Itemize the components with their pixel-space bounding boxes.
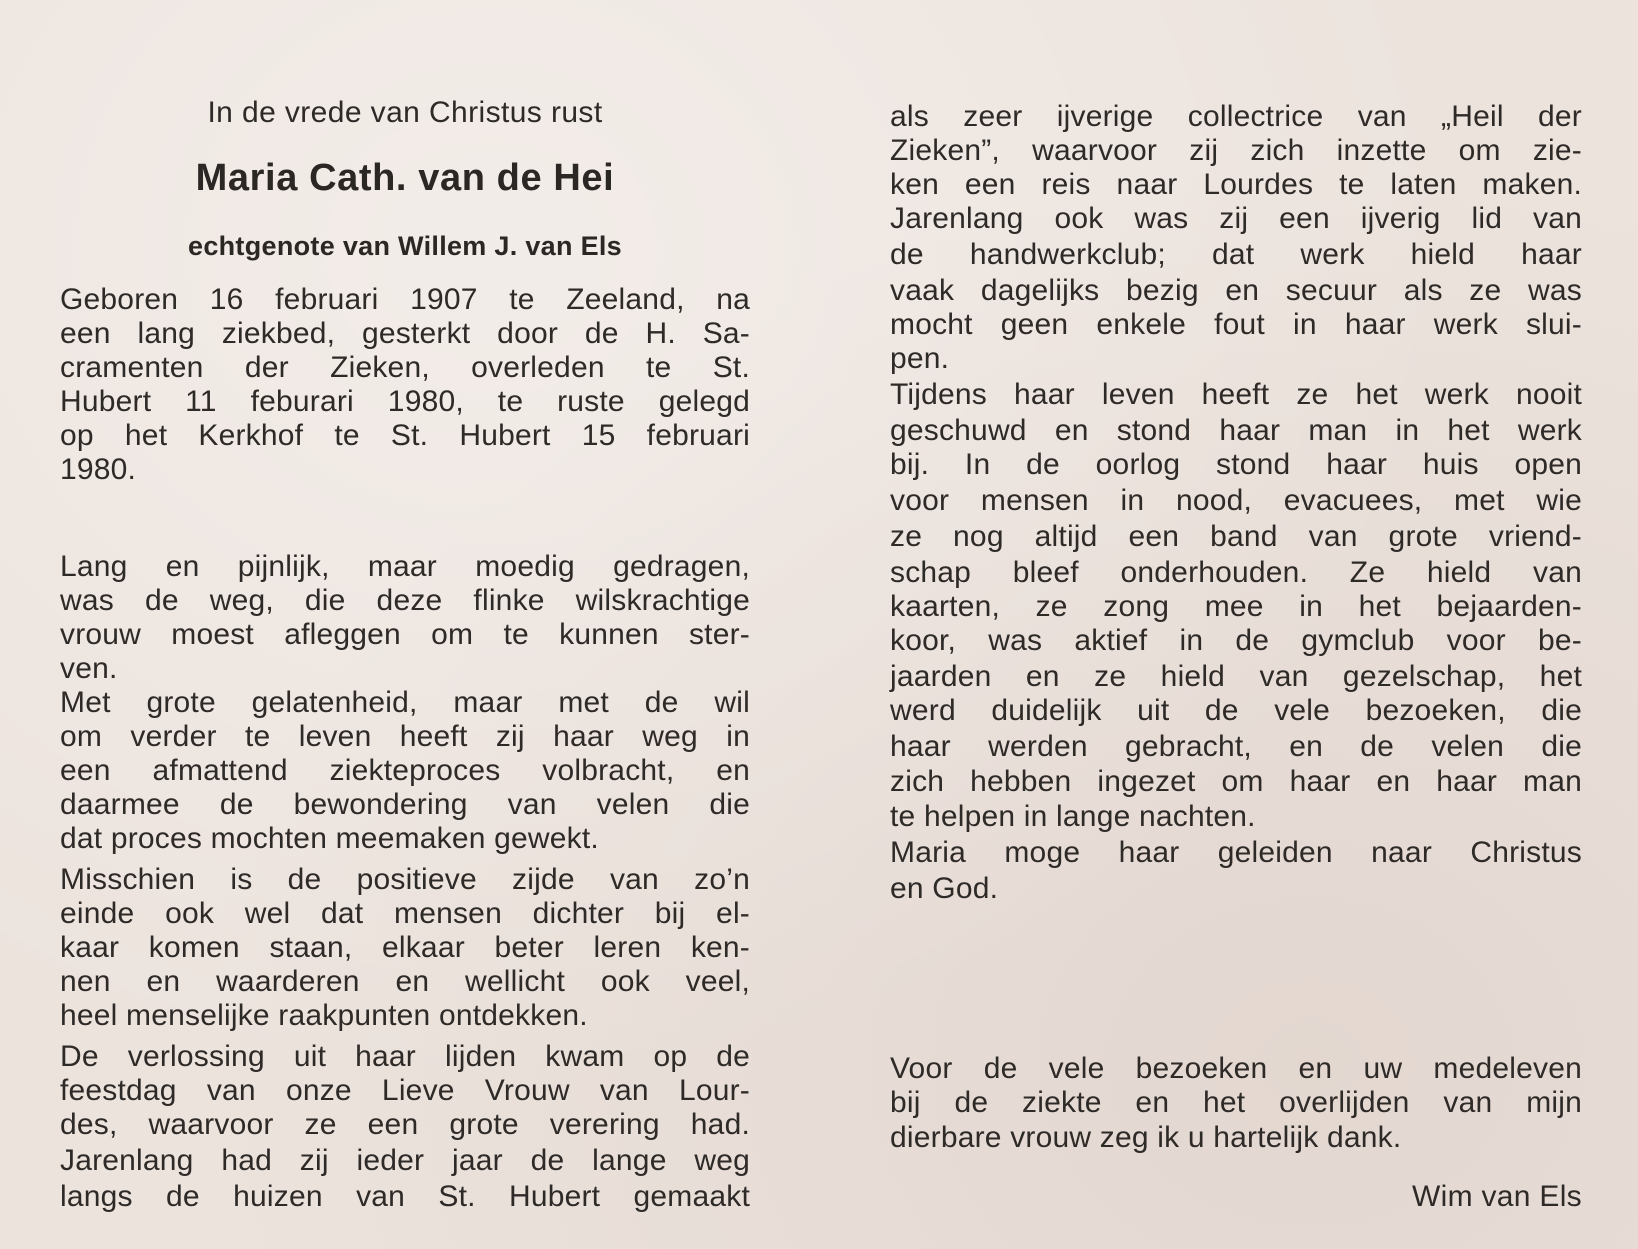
text-line: vaak dagelijks bezig en secuur als ze was [890,274,1582,307]
thanks-line: dierbare vrouw zeg ik u hartelijk dank. [890,1121,1402,1154]
text-line: ken een reis naar Lourdes te laten maken. [890,168,1582,201]
text-line: om verder te leven heeft zij haar weg in [60,720,750,753]
text-line: en God. [890,872,999,905]
text-line: was de weg, die deze flinke wilskrachtige [60,584,750,617]
text-line: Jarenlang ook was zij een ijverig lid van [890,202,1582,235]
text-line: een lang ziekbed, gesterkt door de H. Sa- [60,317,750,350]
text-line: pen. [890,342,950,375]
text-line: dat proces mochten meemaken gewekt. [60,822,599,855]
text-line: ven. [60,652,118,685]
text-line: geschuwd en stond haar man in het werk [890,414,1582,447]
text-line: de handwerkclub; dat werk hield haar [890,238,1582,271]
text-line: Tijdens haar leven heeft ze het werk nooit [890,378,1582,411]
intro-line: In de vrede van Christus rust [207,96,603,129]
text-line: zich hebben ingezet om haar en haar man [890,765,1582,798]
text-line: bij. In de oorlog stond haar huis open [890,448,1582,481]
text-line: heel menselijke raakpunten ontdekken. [60,999,588,1032]
text-line: einde ook wel dat mensen dichter bij el- [60,897,750,930]
text-line: Zieken”, waarvoor zij zich inzette om zie- [890,134,1582,167]
text-line: haar werden gebracht, en de velen die [890,730,1582,763]
text-line: Hubert 11 feburari 1980, te ruste gelegd [60,385,750,418]
thanks-line: bij de ziekte en het overlijden van mijn [890,1086,1582,1119]
text-line: jaarden en ze hield van gezelschap, het [890,660,1582,693]
spouse-line: echtgenote van Willem J. van Els [188,231,622,261]
text-line: kaar komen staan, elkaar beter leren ken- [60,931,750,964]
text-line: ze nog altijd een band van grote vriend- [890,520,1582,553]
text-line: voor mensen in nood, evacuees, met wie [890,484,1582,517]
text-line: op het Kerkhof te St. Hubert 15 februari [60,419,750,452]
text-line: feestdag van onze Lieve Vrouw van Lour- [60,1074,750,1107]
text-line: cramenten der Zieken, overleden te St. [60,351,750,384]
text-line: 1980. [60,453,137,486]
text-line: De verlossing uit haar lijden kwam op de [60,1040,750,1073]
text-line: schap bleef onderhouden. Ze hield van [890,556,1582,589]
text-line: te helpen in lange nachten. [890,800,1256,833]
text-line: daarmee de bewondering van velen die [60,788,750,821]
text-line: Jarenlang had zij ieder jaar de lange weg [60,1144,750,1177]
text-line: Lang en pijnlijk, maar moedig gedragen, [60,550,750,583]
text-line: des, waarvoor ze een grote verering had. [60,1108,750,1141]
text-line: mocht geen enkele fout in haar werk slui- [890,308,1582,341]
thanks-line: Voor de vele bezoeken en uw medeleven [890,1052,1582,1085]
text-line: kaarten, ze zong mee in het bejaarden- [890,590,1582,623]
text-line: Met grote gelatenheid, maar met de wil [60,686,750,719]
text-line: Geboren 16 februari 1907 te Zeeland, na [60,283,750,316]
text-line: langs de huizen van St. Hubert gemaakt [60,1180,750,1213]
text-line: Maria moge haar geleiden naar Christus [890,836,1582,869]
text-line: koor, was aktief in de gymclub voor be- [890,624,1582,657]
signature: Wim van Els [1412,1180,1582,1213]
text-line: nen en waarderen en wellicht ook veel, [60,965,750,998]
text-line: werd duidelijk uit de vele bezoeken, die [890,694,1582,727]
deceased-name: Maria Cath. van de Hei [195,157,615,199]
text-line: Misschien is de positieve zijde van zo’n [60,863,750,896]
text-line: een afmattend ziekteproces volbracht, en [60,754,750,787]
text-line: vrouw moest afleggen om te kunnen ster- [60,618,750,651]
text-line: als zeer ijverige collectrice van „Heil der [890,100,1582,133]
